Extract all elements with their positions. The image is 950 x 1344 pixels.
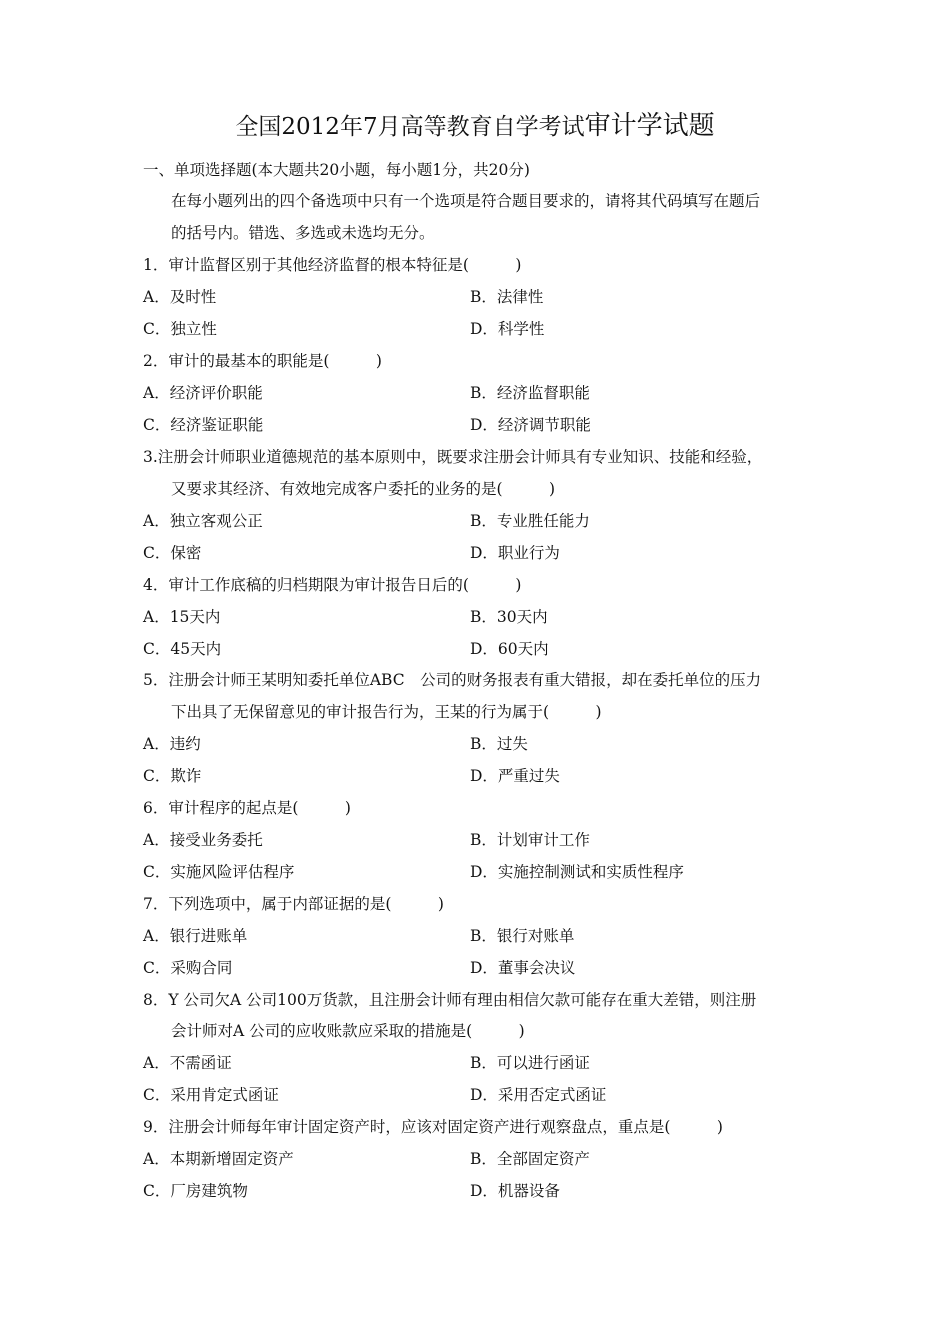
q2-option-a: A．经济评价职能 xyxy=(143,384,263,402)
q3-option-d: D．职业行为 xyxy=(470,544,560,562)
q5-option-d: D．严重过失 xyxy=(470,767,560,785)
q3-option-a: A．独立客观公正 xyxy=(143,512,263,530)
q9-option-a: A．本期新增固定资产 xyxy=(143,1150,294,1168)
q1-option-d: D．科学性 xyxy=(470,320,545,338)
question-9: 9．注册会计师每年审计固定资产时，应该对固定资产进行观察盘点，重点是( ) xyxy=(143,1118,723,1136)
q1-option-a: A．及时性 xyxy=(143,288,217,306)
q7-option-c: C．采购合同 xyxy=(143,959,233,977)
q1-option-c: C．独立性 xyxy=(143,320,217,338)
q9-option-d: D．机器设备 xyxy=(470,1182,560,1200)
question-8-line-2: 会计师对A 公司的应收账款应采取的措施是( ) xyxy=(171,1022,525,1040)
q9-option-c: C．厂房建筑物 xyxy=(143,1182,248,1200)
question-8-line-1: 8．Y 公司欠A 公司100万货款，且注册会计师有理由相信欠款可能存在重大差错，则注册 xyxy=(143,991,757,1009)
question-6: 6．审计程序的起点是( ) xyxy=(143,799,351,817)
question-4: 4．审计工作底稿的归档期限为审计报告日后的( ) xyxy=(143,576,522,594)
q4-option-c: C．45天内 xyxy=(143,640,222,658)
q8-option-a: A．不需函证 xyxy=(143,1054,232,1072)
exam-title-subject: 审计学试题 xyxy=(584,111,715,141)
question-3-line-1: 3.注册会计师职业道德规范的基本原则中，既要求注册会计师具有专业知识、技能和经验， xyxy=(143,448,763,466)
q2-option-d: D．经济调节职能 xyxy=(470,416,591,434)
exam-title xyxy=(0,108,950,145)
q6-option-a: A．接受业务委托 xyxy=(143,831,263,849)
q9-option-b: B．全部固定资产 xyxy=(470,1150,590,1168)
q2-option-b: B．经济监督职能 xyxy=(470,384,590,402)
q7-option-a: A．银行进账单 xyxy=(143,927,248,945)
q7-option-d: D．董事会决议 xyxy=(470,959,576,977)
question-7: 7．下列选项中，属于内部证据的是( ) xyxy=(143,895,444,913)
q8-option-d: D．采用否定式函证 xyxy=(470,1086,607,1104)
q4-option-d: D．60天内 xyxy=(470,640,549,658)
q8-option-b: B．可以进行函证 xyxy=(470,1054,590,1072)
q8-option-c: C．采用肯定式函证 xyxy=(143,1086,279,1104)
q5-option-b: B．过失 xyxy=(470,735,528,753)
question-2: 2．审计的最基本的职能是( ) xyxy=(143,352,382,370)
q7-option-b: B．银行对账单 xyxy=(470,927,575,945)
section-instruction-1: 在每小题列出的四个备选项中只有一个选项是符合题目要求的，请将其代码填写在题后 xyxy=(171,192,761,210)
exam-title-main: 全国2012年7月高等教育自学考试 xyxy=(235,114,585,140)
question-5-line-1: 5．注册会计师王某明知委托单位ABC 公司的财务报表有重大错报，却在委托单位的压力 xyxy=(143,671,762,689)
section-heading: 一、单项选择题(本大题共20小题，每小题1分，共20分) xyxy=(143,161,530,179)
question-1: 1．审计监督区别于其他经济监督的根本特征是( ) xyxy=(143,256,522,274)
q4-option-b: B．30天内 xyxy=(470,608,548,626)
q5-option-c: C．欺诈 xyxy=(143,767,202,785)
q6-option-b: B．计划审计工作 xyxy=(470,831,590,849)
q3-option-c: C．保密 xyxy=(143,544,202,562)
q6-option-c: C．实施风险评估程序 xyxy=(143,863,295,881)
q3-option-b: B．专业胜任能力 xyxy=(470,512,590,530)
question-5-line-2: 下出具了无保留意见的审计报告行为，王某的行为属于( ) xyxy=(171,703,602,721)
q6-option-d: D．实施控制测试和实质性程序 xyxy=(470,863,684,881)
q2-option-c: C．经济鉴证职能 xyxy=(143,416,264,434)
question-3-line-2: 又要求其经济、有效地完成客户委托的业务的是( ) xyxy=(171,480,556,498)
section-instruction-2: 的括号内。错选、多选或未选均无分。 xyxy=(171,224,435,242)
q4-option-a: A．15天内 xyxy=(143,608,221,626)
q1-option-b: B．法律性 xyxy=(470,288,544,306)
q5-option-a: A．违约 xyxy=(143,735,201,753)
